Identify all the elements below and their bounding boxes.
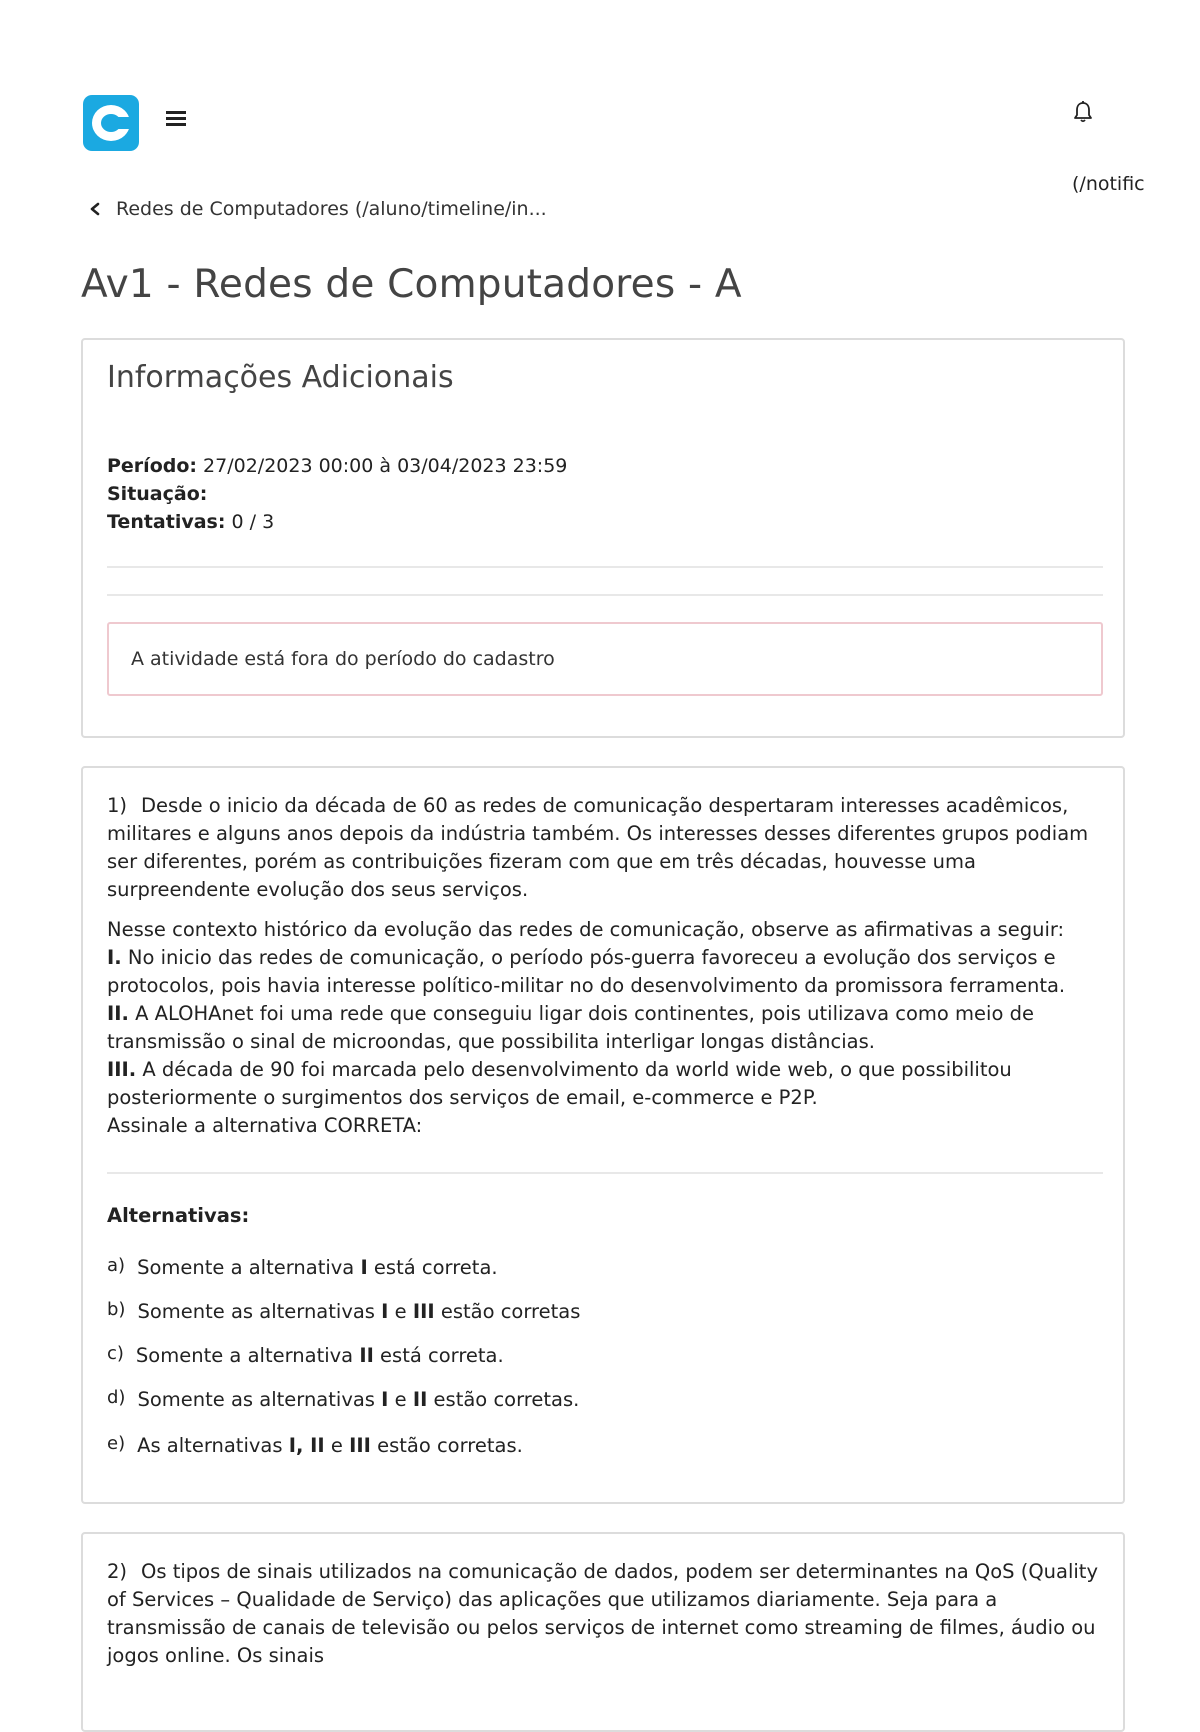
- question-intro: Desde o inicio da década de 60 as redes de comunicação despertaram interesses acadêmicos, militares e alguns anos depois da indústria também. Os interesses desses diferentes grupos podiam ser diferentes, porém as contribuições fizeram com que em três décadas, houvesse uma surpreendente evolução dos seus serviços.: [107, 794, 1089, 901]
- alternative-letter: b): [107, 1299, 126, 1320]
- alternative-c[interactable]: [107, 1344, 504, 1367]
- question-context: Nesse contexto histórico da evolução das redes de comunicação, observe as afirmativas a seguir:: [107, 918, 1065, 941]
- statement-1: [107, 944, 1103, 1000]
- app-logo[interactable]: [83, 95, 139, 151]
- alternative-text: As alternativas I, II e III estão corretas.: [137, 1434, 523, 1457]
- alternative-letter: a): [107, 1255, 126, 1276]
- periodo-label: Período:: [107, 455, 197, 477]
- page-title: Av1 - Redes de Computadores - A: [81, 262, 742, 307]
- divider: [107, 1172, 1103, 1174]
- tentativas-label: Tentativas:: [107, 511, 226, 533]
- alternative-text: Somente as alternativas I e III estão corretas: [137, 1300, 581, 1323]
- alternative-text: Somente a alternativa II está correta.: [135, 1344, 504, 1367]
- menu-icon[interactable]: [166, 111, 186, 127]
- info-card: [81, 338, 1125, 738]
- question-1-text: [107, 792, 1103, 1140]
- statement-text: A década de 90 foi marcada pelo desenvolvimento da world wide web, o que possibilitou posteriormente o surgimentos dos serviços de email, e-commerce e P2P.: [107, 1058, 1012, 1109]
- statement-label: I.: [107, 946, 122, 969]
- alternative-a[interactable]: [107, 1256, 498, 1279]
- divider: [107, 566, 1103, 568]
- alternative-text: Somente as alternativas I e II estão corretas.: [137, 1388, 580, 1411]
- bell-icon[interactable]: [1072, 100, 1094, 124]
- tentativas-row: [107, 508, 1103, 536]
- question-text: Os tipos de sinais utilizados na comunicação de dados, podem ser determinantes na QoS (Quality of Services – Qualidade de Serviço) das aplicações que utilizamos diariamente. Seja para a transmissão de canais de televisão ou pelos serviços de internet como streaming de filmes, áudio ou jogos online. Os sinais: [107, 1560, 1098, 1667]
- statement-text: A ALOHAnet foi uma rede que conseguiu ligar dois continentes, pois utilizava como meio de transmissão o sinal de microondas, que possibilita interligar longas distâncias.: [107, 1002, 1034, 1053]
- alternatives-title: Alternativas:: [107, 1204, 250, 1227]
- breadcrumb-label: Redes de Computadores (/aluno/timeline/in...: [116, 198, 547, 220]
- statement-label: II.: [107, 1002, 129, 1025]
- alternative-b[interactable]: [107, 1300, 580, 1323]
- alert-message: A atividade está fora do período do cadastro: [107, 622, 1103, 696]
- divider: [107, 594, 1103, 596]
- situacao-row: [107, 480, 1103, 508]
- breadcrumb[interactable]: [88, 198, 547, 220]
- statement-text: No inicio das redes de comunicação, o período pós-guerra favoreceu a evolução dos serviços e protocolos, pois havia interesse político-militar no do desenvolvimento da promissora ferramenta.: [107, 946, 1066, 997]
- situacao-label: Situação:: [107, 483, 208, 505]
- alternative-letter: e): [107, 1433, 126, 1454]
- chevron-left-icon: [88, 201, 102, 217]
- alternative-letter: d): [107, 1387, 126, 1408]
- question-number: 2): [107, 1560, 128, 1583]
- question-2-text: [107, 1558, 1103, 1670]
- logo-cut: [113, 117, 139, 129]
- question-card-2: [81, 1532, 1125, 1732]
- periodo-row: [107, 452, 1103, 480]
- tentativas-value: 0 / 3: [231, 511, 275, 533]
- alternative-letter: c): [107, 1343, 124, 1364]
- info-title: Informações Adicionais: [107, 360, 454, 395]
- alternative-e[interactable]: [107, 1434, 523, 1457]
- notifications-link[interactable]: (/notific: [1072, 173, 1145, 195]
- statement-label: III.: [107, 1058, 137, 1081]
- statement-3: [107, 1056, 1103, 1112]
- periodo-value: 27/02/2023 00:00 à 03/04/2023 23:59: [203, 455, 568, 477]
- question-instruction: Assinale a alternativa CORRETA:: [107, 1114, 423, 1137]
- info-details: [107, 452, 1103, 536]
- question-card-1: [81, 766, 1125, 1504]
- alternative-d[interactable]: [107, 1388, 579, 1411]
- alternative-text: Somente a alternativa I está correta.: [137, 1256, 498, 1279]
- statement-2: [107, 1000, 1103, 1056]
- question-number: 1): [107, 794, 128, 817]
